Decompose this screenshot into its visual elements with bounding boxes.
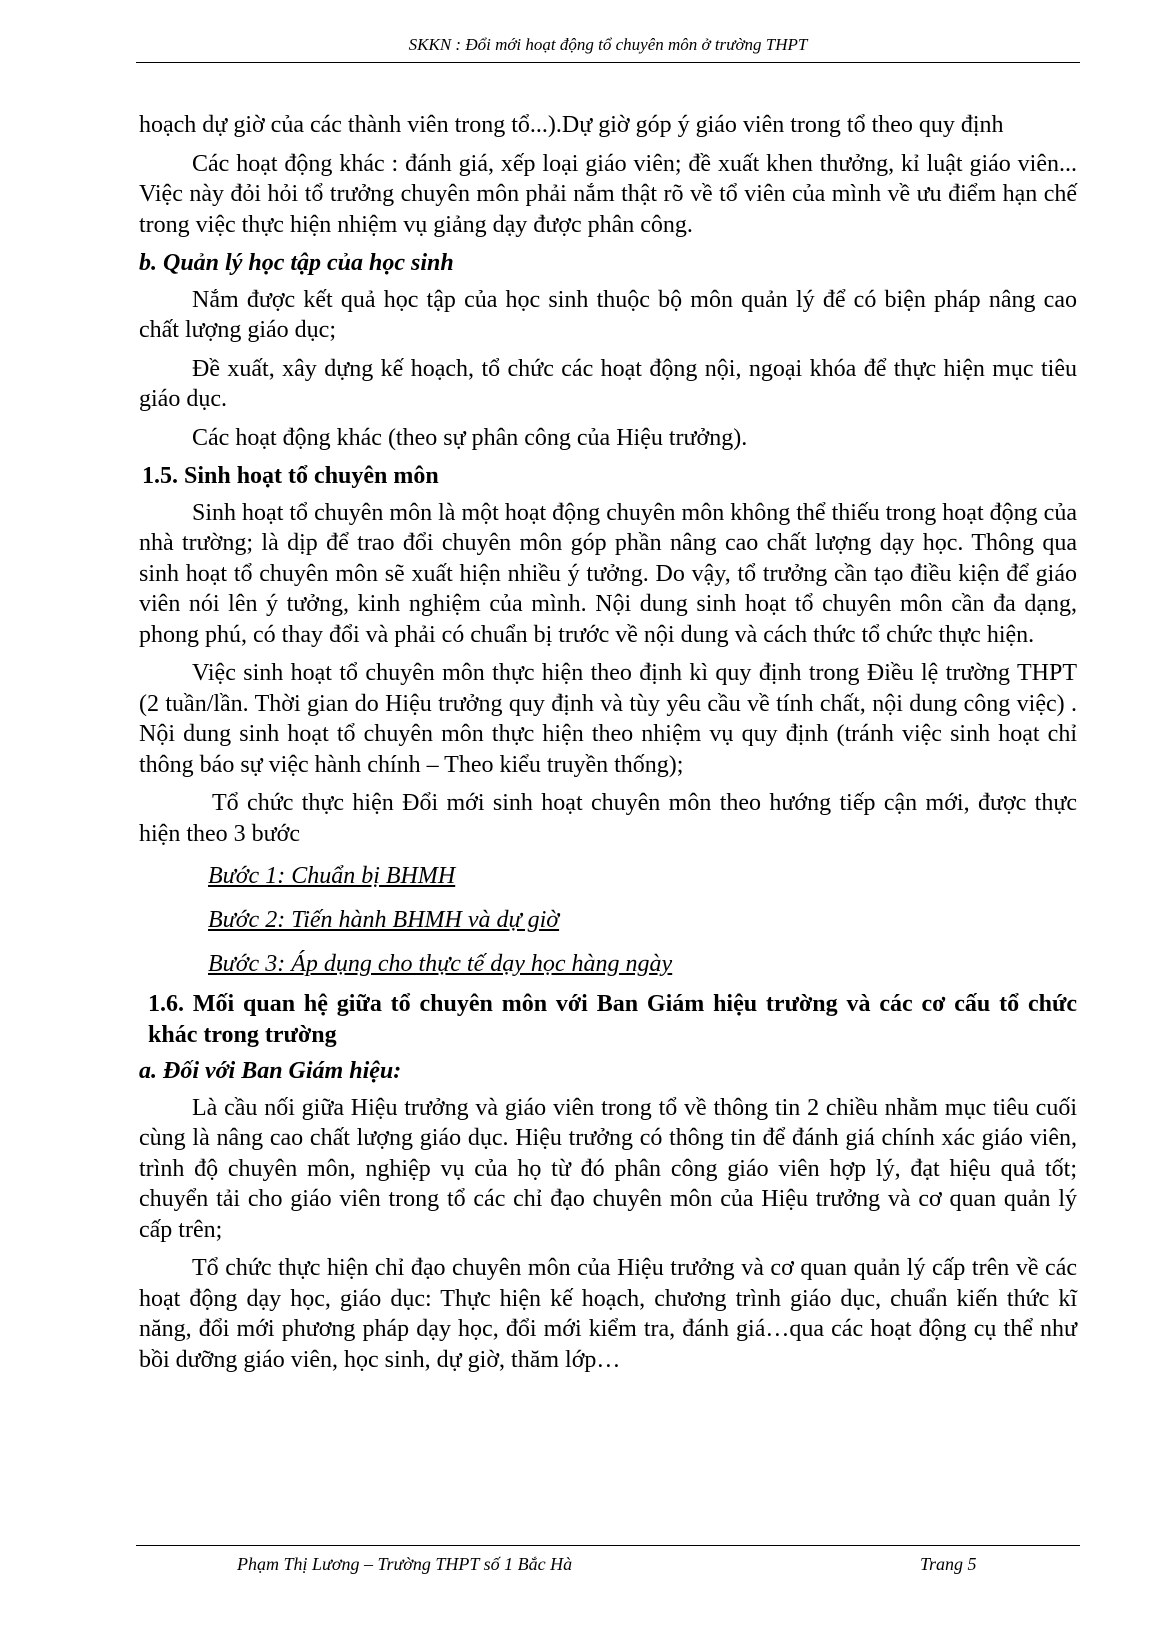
paragraph: Sinh hoạt tổ chuyên môn là một hoạt động chuyên môn không thể thiếu trong hoạt động của nhà trường; là dịp để trao đổi chuyên môn góp phần nâng cao chất lượng dạy học. Thông qua sinh hoạt tổ chuyên môn sẽ xuất hiện nhiều ý tưởng. Do vậy, tổ trưởng cần tạo điều kiện để giáo viên nói lên ý tưởng, kinh nghiệm của mình. Nội dung sinh hoạt tổ chuyên môn cần đa dạng, phong phú, có thay đổi và phải có chuẩn bị trước về nội dung và cách thức tổ chức thực hiện.: [139, 499, 1077, 648]
footer-divider: [136, 1545, 1080, 1546]
header-divider: [136, 62, 1080, 63]
page-content: [139, 110, 1077, 1383]
section-heading-1-5: 1.5. Sinh hoạt tổ chuyên môn: [142, 463, 439, 489]
page-number: Trang 5: [920, 1554, 977, 1574]
paragraph: Tổ chức thực hiện Đổi mới sinh hoạt chuyên môn theo hướng tiếp cận mới, được thực hiện theo 3 bước: [139, 790, 1077, 847]
paragraph: Tổ chức thực hiện chỉ đạo chuyên môn của Hiệu trưởng và cơ quan quản lý cấp trên về các hoạt động dạy học, giáo dục: Thực hiện kế hoạch, chương trình giáo dục, chuẩn kiến thức kĩ năng, đổi mới phương pháp dạy học, đổi mới kiểm tra, đánh giá…qua các hoạt động cụ thể như bồi dưỡng giáo viên, học sinh, dự giờ, thăm lớp…: [139, 1255, 1077, 1373]
paragraph: Việc sinh hoạt tổ chuyên môn thực hiện theo định kì quy định trong Điều lệ trường THPT (2 tuần/lần. Thời gian do Hiệu trưởng quy định và tùy yêu cầu về tính chất, nội dung công việc) . Nội dung sinh hoạt tổ chuyên môn thực hiện theo nhiệm vụ quy định (tránh việc sinh hoạt chỉ thông báo sự việc hành chính – Theo kiểu truyền thống);: [139, 660, 1077, 778]
paragraph: Các hoạt động khác (theo sự phân công của Hiệu trưởng).: [192, 424, 748, 451]
paragraph: Là cầu nối giữa Hiệu trưởng và giáo viên trong tổ về thông tin 2 chiều nhằm mục tiêu cuối cùng là nâng cao chất lượng giáo dục. Hiệu trưởng có thông tin để đánh giá chính xác giáo viên, trình độ chuyên môn, nghiệp vụ của họ từ đó phân công giáo viên hợp lý, đạt hiệu quả tốt; chuyển tải cho giáo viên trong tổ các chỉ đạo chuyên môn của Hiệu trưởng và cơ quan quản lý cấp trên;: [139, 1094, 1077, 1243]
paragraph: Đề xuất, xây dựng kế hoạch, tổ chức các hoạt động nội, ngoại khóa để thực hiện mục tiêu giáo dục.: [139, 355, 1077, 412]
footer-author: Phạm Thị Lương – Trường THPT số 1 Bắc Hà: [237, 1554, 573, 1574]
step-item-3: Bước 3: Áp dụng cho thực tế dạy học hàng ngày: [208, 951, 673, 977]
page-header: SKKN : Đổi mới hoạt động tổ chuyên môn ở trường THPT: [408, 35, 808, 54]
paragraph: Nắm được kết quả học tập của học sinh thuộc bộ môn quản lý để có biện pháp nâng cao chất lượng giáo dục;: [139, 286, 1077, 343]
section-heading-b: b. Quản lý học tập của học sinh: [139, 250, 454, 276]
paragraph: Các hoạt động khác : đánh giá, xếp loại giáo viên; đề xuất khen thưởng, kỉ luật giáo viên... Việc này đỏi hỏi tổ trưởng chuyên môn phải nắm thật rõ về tổ viên của mình về ưu điểm hạn chế trong việc thực hiện nhiệm vụ giảng dạy được phân công.: [139, 150, 1077, 238]
paragraph: hoạch dự giờ của các thành viên trong tổ...).Dự giờ góp ý giáo viên trong tổ theo quy định: [139, 112, 1004, 138]
section-heading-1-6: 1.6. Mối quan hệ giữa tổ chuyên môn với Ban Giám hiệu trường và các cơ cấu tổ chức khác trong trường: [148, 991, 1077, 1048]
step-item-1: Bước 1: Chuẩn bị BHMH: [208, 863, 456, 889]
section-heading-a: a. Đối với Ban Giám hiệu:: [139, 1058, 402, 1084]
step-item-2: Bước 2: Tiến hành BHMH và dự giờ: [208, 907, 560, 933]
